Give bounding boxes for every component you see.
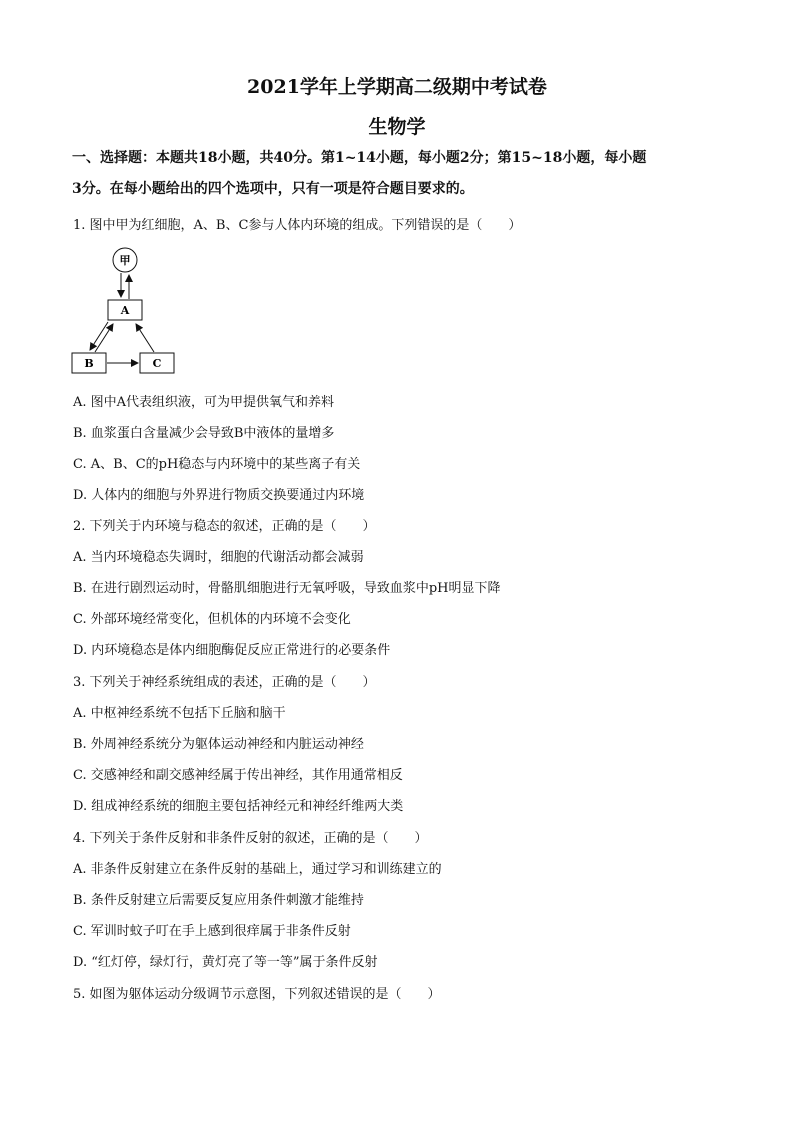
- q3-option-d: D. 组成神经系统的细胞主要包括神经元和神经纤维两大类: [73, 799, 404, 814]
- q1-stem: 1. 图中甲为红细胞，A、B、C参与人体内环境的组成。下列错误的是（ ）: [73, 218, 522, 233]
- q3-option-c: C. 交感神经和副交感神经属于传出神经，其作用通常相反: [73, 768, 403, 783]
- q4-stem: 4. 下列关于条件反射和非条件反射的叙述，正确的是（ ）: [73, 831, 428, 846]
- q1-node-a-label: A: [120, 304, 130, 317]
- q4-option-a: A. 非条件反射建立在条件反射的基础上，通过学习和训练建立的: [73, 862, 442, 877]
- q4-option-c: C. 军训时蚊子叮在手上感到很痒属于非条件反射: [73, 924, 351, 939]
- q1-diagram: [70, 246, 180, 376]
- q3-option-b: B. 外周神经系统分为躯体运动神经和内脏运动神经: [73, 737, 364, 752]
- q1-option-b: B. 血浆蛋白含量减少会导致B中液体的量增多: [73, 426, 335, 441]
- exam-title: 2021学年上学期高二级期中考试卷: [247, 76, 547, 98]
- q1-node-jia-label: 甲: [119, 254, 131, 267]
- q3-option-a: A. 中枢神经系统不包括下丘脑和脑干: [73, 706, 286, 721]
- q4-option-b: B. 条件反射建立后需要反复应用条件刺激才能维持: [73, 893, 364, 908]
- q3-stem: 3. 下列关于神经系统组成的表述，正确的是（ ）: [73, 675, 376, 690]
- section-instructions: [72, 143, 732, 205]
- q1-option-c: C. A、B、C的pH稳态与内环境中的某些离子有关: [73, 457, 361, 472]
- section-instructions-line2: 3分。在每小题给出的四个选项中，只有一项是符合题目要求的。: [72, 181, 474, 197]
- section-instructions-line1: 一、选择题：本题共18小题，共40分。第1~14小题，每小题2分；第15~18小题，每小题: [72, 150, 647, 166]
- q1-option-d: D. 人体内的细胞与外界进行物质交换要通过内环境: [73, 488, 365, 503]
- q4-option-d: D. “红灯停，绿灯行，黄灯亮了等一等”属于条件反射: [73, 955, 378, 970]
- q2-option-d: D. 内环境稳态是体内细胞酶促反应正常进行的必要条件: [73, 643, 391, 658]
- q2-option-c: C. 外部环境经常变化，但机体的内环境不会变化: [73, 612, 351, 627]
- q5-stem: 5. 如图为躯体运动分级调节示意图，下列叙述错误的是（ ）: [73, 987, 441, 1002]
- q1-node-b-label: B: [84, 357, 94, 370]
- q1-option-a: A. 图中A代表组织液，可为甲提供氧气和养料: [73, 395, 335, 410]
- q2-stem: 2. 下列关于内环境与稳态的叙述，正确的是（ ）: [73, 519, 376, 534]
- subject-title: 生物学: [368, 116, 426, 138]
- q1-arrow-c-to-a: [136, 324, 154, 352]
- q1-node-c-label: C: [152, 357, 162, 370]
- q2-option-a: A. 当内环境稳态失调时，细胞的代谢活动都会减弱: [73, 550, 364, 565]
- q2-option-b: B. 在进行剧烈运动时，骨骼肌细胞进行无氧呼吸，导致血浆中pH明显下降: [73, 581, 501, 596]
